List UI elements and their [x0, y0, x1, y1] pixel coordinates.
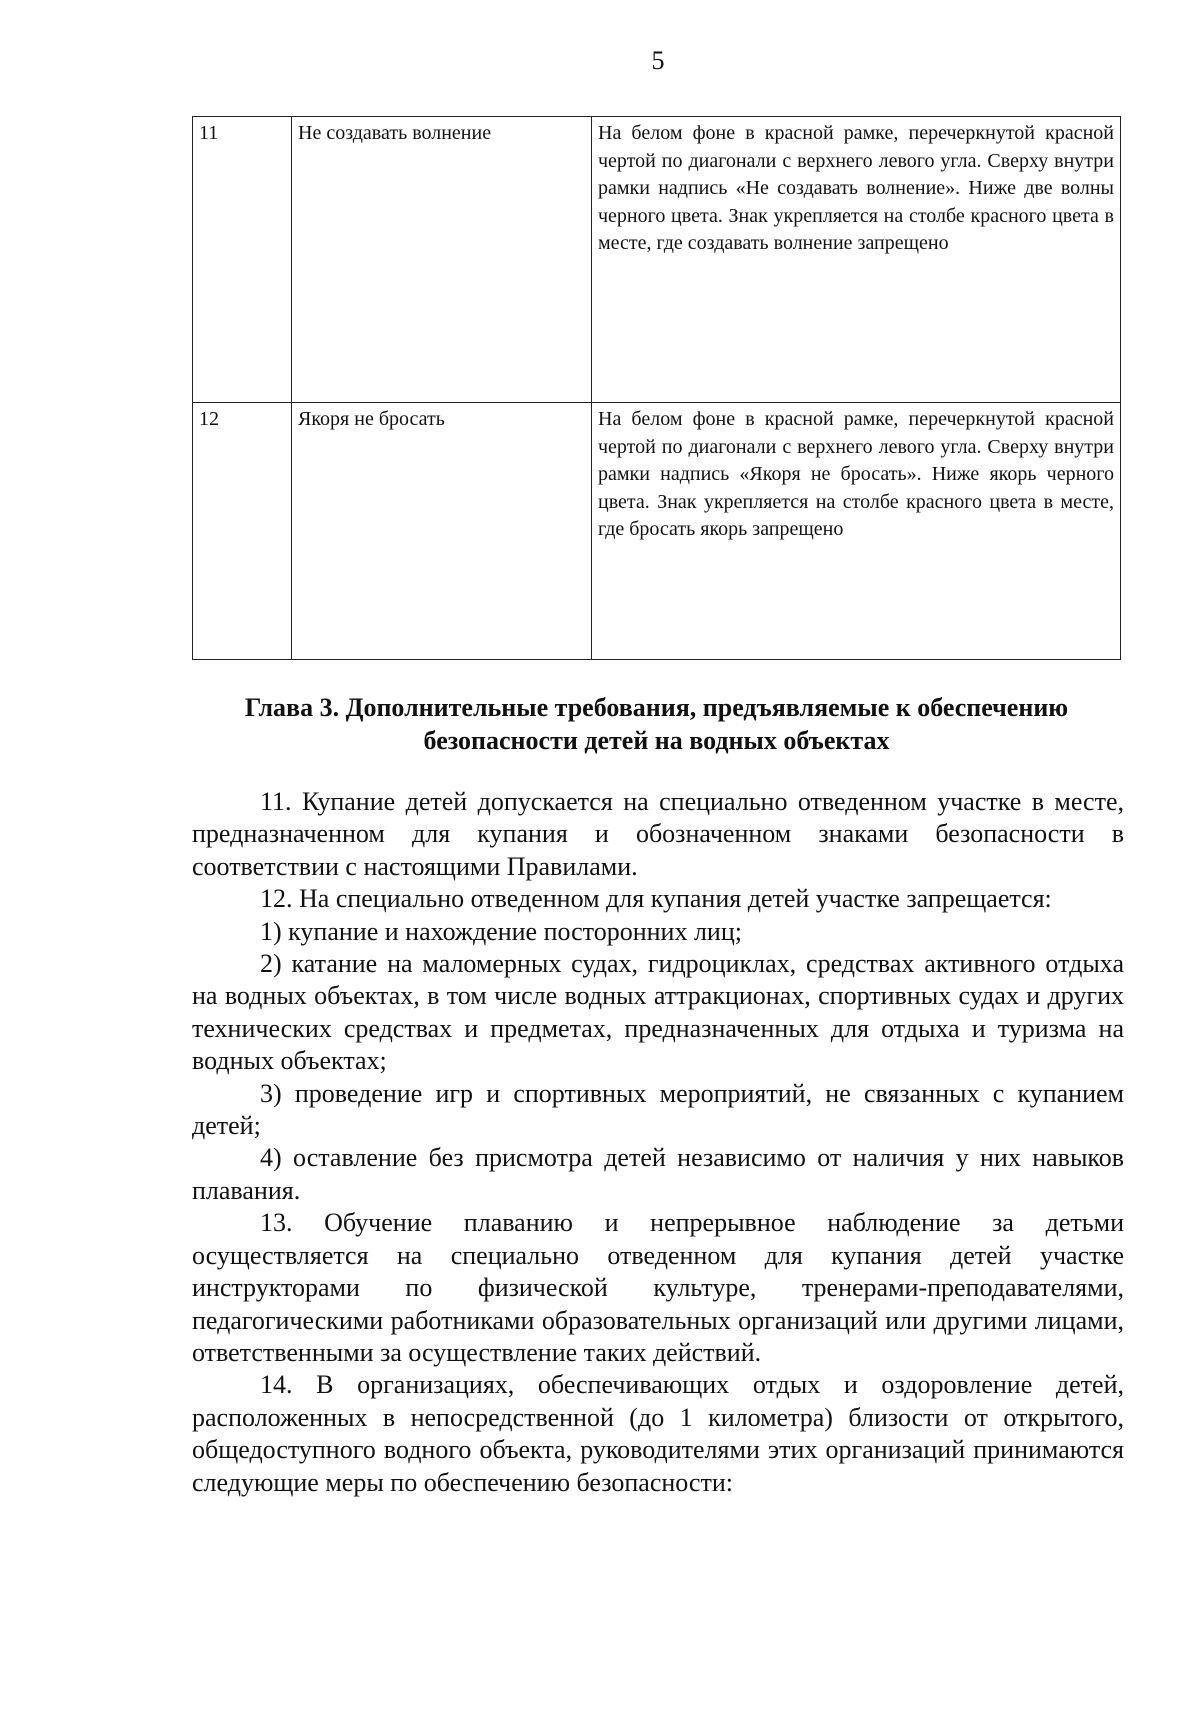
table-cell-description: На белом фоне в красной рамке, перечеркнутой красной чертой по диагонали с верхнего левого угла. Сверху внутри рамки надпись «Якоря не бросать». Ниже якорь черного цвета. Знак укрепляется на столбе красного цвета в месте, где бросать якорь запрещено — [592, 403, 1121, 660]
table-cell-number: 12 — [193, 403, 292, 660]
chapter-body — [192, 786, 1124, 1499]
chapter-title-line-1: Глава 3. Дополнительные требования, предъявляемые к обеспечению — [244, 693, 1069, 722]
table-row — [193, 403, 1121, 660]
paragraph-12: 12. На специально отведенном для купания детей участке запрещается: — [260, 884, 1052, 914]
table-cell-description: На белом фоне в красной рамке, перечеркнутой красной чертой по диагонали с верхнего левого угла. Сверху внутри рамки надпись «Не создавать волнение». Ниже две волны черного цвета. Знак укрепляется на столбе красного цвета в месте, где создавать волнение запрещено — [592, 117, 1121, 403]
list-item-1: 1) купание и нахождение посторонних лиц; — [260, 916, 742, 946]
table-cell-number: 11 — [193, 117, 292, 403]
chapter-title — [192, 691, 1121, 757]
paragraph-14: 14. В организациях, обеспечивающих отдых и оздоровление детей, расположенных в непосредственной (до 1 километра) близости от открытого, общедоступного водного объекта, руководителями этих организаций принимаются следующие меры по обеспечению безопасности: — [192, 1370, 1124, 1497]
list-item-3: 3) проведение игр и спортивных мероприятий, не связанных с купанием детей; — [192, 1078, 1124, 1141]
paragraph-13: 13. Обучение плаванию и непрерывное наблюдение за детьми осуществляется на специально отведенном для купания детей участке инструкторами по физической культуре, тренерами-преподавателями, педагогическими работниками образовательных организаций или другими лицами, ответственными за осуществление таких действий. — [192, 1208, 1124, 1367]
list-item-4: 4) оставление без присмотра детей независимо от наличия у них навыков плавания. — [192, 1143, 1124, 1205]
page-number: 5 — [651, 46, 665, 75]
table-row — [193, 117, 1121, 403]
list-item-2: 2) катание на маломерных судах, гидроциклах, средствах активного отдыха на водных объектах, в том числе водных аттракционах, спортивных судах и других технических средствах и предметах, предназначенных для отдыха и туризма на водных объектах; — [192, 949, 1124, 1076]
chapter-title-line-2: безопасности детей на водных объектах — [423, 726, 890, 755]
table-cell-sign-name: Якоря не бросать — [292, 403, 592, 660]
table-cell-sign-name: Не создавать волнение — [292, 117, 592, 403]
paragraph-11: 11. Купание детей допускается на специально отведенном участке в месте, предназначенном для купания и обозначенном знаками безопасности в соответствии с настоящими Правилами. — [192, 787, 1124, 881]
safety-signs-table — [192, 116, 1121, 660]
